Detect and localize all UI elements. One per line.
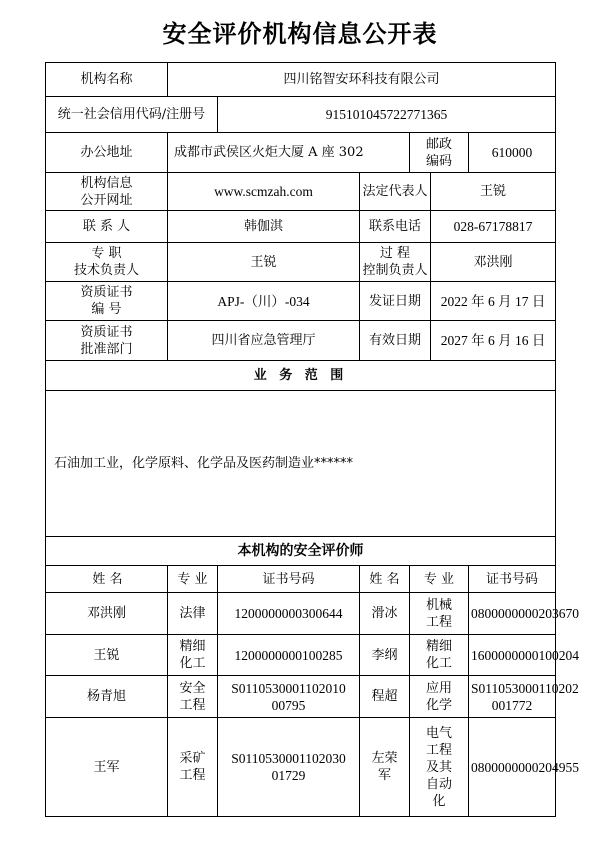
evaluator-row (46, 593, 556, 635)
org-name-value: 四川铭智安环科技有限公司 (168, 63, 556, 97)
evaluator-name: 左荣 军 (360, 718, 410, 817)
evaluator-cert: 0800000000203670 (469, 593, 556, 635)
approver-value: 四川省应急管理厅 (168, 321, 360, 361)
evaluator-major: 精细 化工 (168, 635, 218, 676)
evaluator-cert: S0110530001102010 00795 (218, 676, 360, 718)
contact-row (46, 211, 556, 243)
evaluator-cert: S0110530001102030 01729 (218, 718, 360, 817)
credit-code-value: 915101045722771365 (218, 97, 556, 133)
issue-date-value: 2022 年 6 月 17 日 (431, 282, 556, 321)
header-major-right: 专 业 (410, 566, 469, 593)
credit-code-row (46, 97, 556, 133)
header-name-right: 姓 名 (360, 566, 410, 593)
scope-text-row (46, 391, 556, 537)
evaluator-major: 电气 工程 及其 自动 化 (410, 718, 469, 817)
evaluator-major: 采矿 工程 (168, 718, 218, 817)
legal-rep-value: 王锐 (431, 173, 556, 211)
address-value: 成都市武侯区火炬大厦 A 座 302 (168, 133, 410, 173)
evaluator-name: 杨青旭 (46, 676, 168, 718)
evaluators-header-row (46, 566, 556, 593)
process-lead-label: 过 程 控制负责人 (360, 243, 431, 282)
website-value: www.scmzah.com (168, 173, 360, 211)
evaluator-name: 滑冰 (360, 593, 410, 635)
website-label: 机构信息 公开网址 (46, 173, 168, 211)
cert-no-label: 资质证书 编 号 (46, 282, 168, 321)
evaluator-major: 精细 化工 (410, 635, 469, 676)
evaluators-heading-row (46, 537, 556, 566)
evaluator-cert: 1600000000100204 (469, 635, 556, 676)
cert-row (46, 282, 556, 321)
evaluator-major: 安全 工程 (168, 676, 218, 718)
phone-value: 028-67178817 (431, 211, 556, 243)
page-title: 安全评价机构信息公开表 (162, 19, 438, 48)
header-cert-left: 证书号码 (218, 566, 360, 593)
postcode-value: 610000 (469, 133, 556, 173)
header-name-left: 姓 名 (46, 566, 168, 593)
tech-lead-value: 王锐 (168, 243, 360, 282)
header-major-left: 专 业 (168, 566, 218, 593)
evaluator-cert: 0800000000204955 (469, 718, 556, 817)
evaluator-major: 法律 (168, 593, 218, 635)
evaluators-heading: 本机构的安全评价师 (46, 537, 556, 566)
evaluator-row (46, 635, 556, 676)
evaluator-name: 李纲 (360, 635, 410, 676)
evaluator-major: 机械 工程 (410, 593, 469, 635)
evaluator-cert: 1200000000100285 (218, 635, 360, 676)
approver-label: 资质证书 批准部门 (46, 321, 168, 361)
process-lead-value: 邓洪刚 (431, 243, 556, 282)
header-cert-right: 证书号码 (469, 566, 556, 593)
scope-text: 石油加工业，化学原料、化学品及医药制造业****** (46, 391, 556, 537)
credit-code-label: 统一社会信用代码/注册号 (46, 97, 218, 133)
contact-label: 联 系 人 (46, 211, 168, 243)
evaluator-name: 程超 (360, 676, 410, 718)
tech-lead-label: 专 职 技术负责人 (46, 243, 168, 282)
evaluator-row (46, 676, 556, 718)
evaluator-cert: S011053000110202 001772 (469, 676, 556, 718)
evaluator-name: 王军 (46, 718, 168, 817)
evaluator-name: 邓洪刚 (46, 593, 168, 635)
address-label: 办公地址 (46, 133, 168, 173)
evaluator-name: 王锐 (46, 635, 168, 676)
website-row (46, 173, 556, 211)
org-name-label: 机构名称 (46, 63, 168, 97)
info-table (45, 62, 579, 817)
address-row (46, 133, 556, 173)
scope-heading: 业 务 范 围 (46, 361, 556, 391)
contact-value: 韩伽淇 (168, 211, 360, 243)
lead-row (46, 243, 556, 282)
cert-no-value: APJ-（川）-034 (168, 282, 360, 321)
evaluator-cert: 1200000000300644 (218, 593, 360, 635)
org-name-row (46, 63, 556, 97)
phone-label: 联系电话 (360, 211, 431, 243)
scope-heading-row (46, 361, 556, 391)
evaluator-row (46, 718, 556, 817)
postcode-label: 邮政 编码 (410, 133, 469, 173)
approver-row (46, 321, 556, 361)
evaluator-major: 应用 化学 (410, 676, 469, 718)
valid-date-label: 有效日期 (360, 321, 431, 361)
legal-rep-label: 法定代表人 (360, 173, 431, 211)
valid-date-value: 2027 年 6 月 16 日 (431, 321, 556, 361)
issue-date-label: 发证日期 (360, 282, 431, 321)
